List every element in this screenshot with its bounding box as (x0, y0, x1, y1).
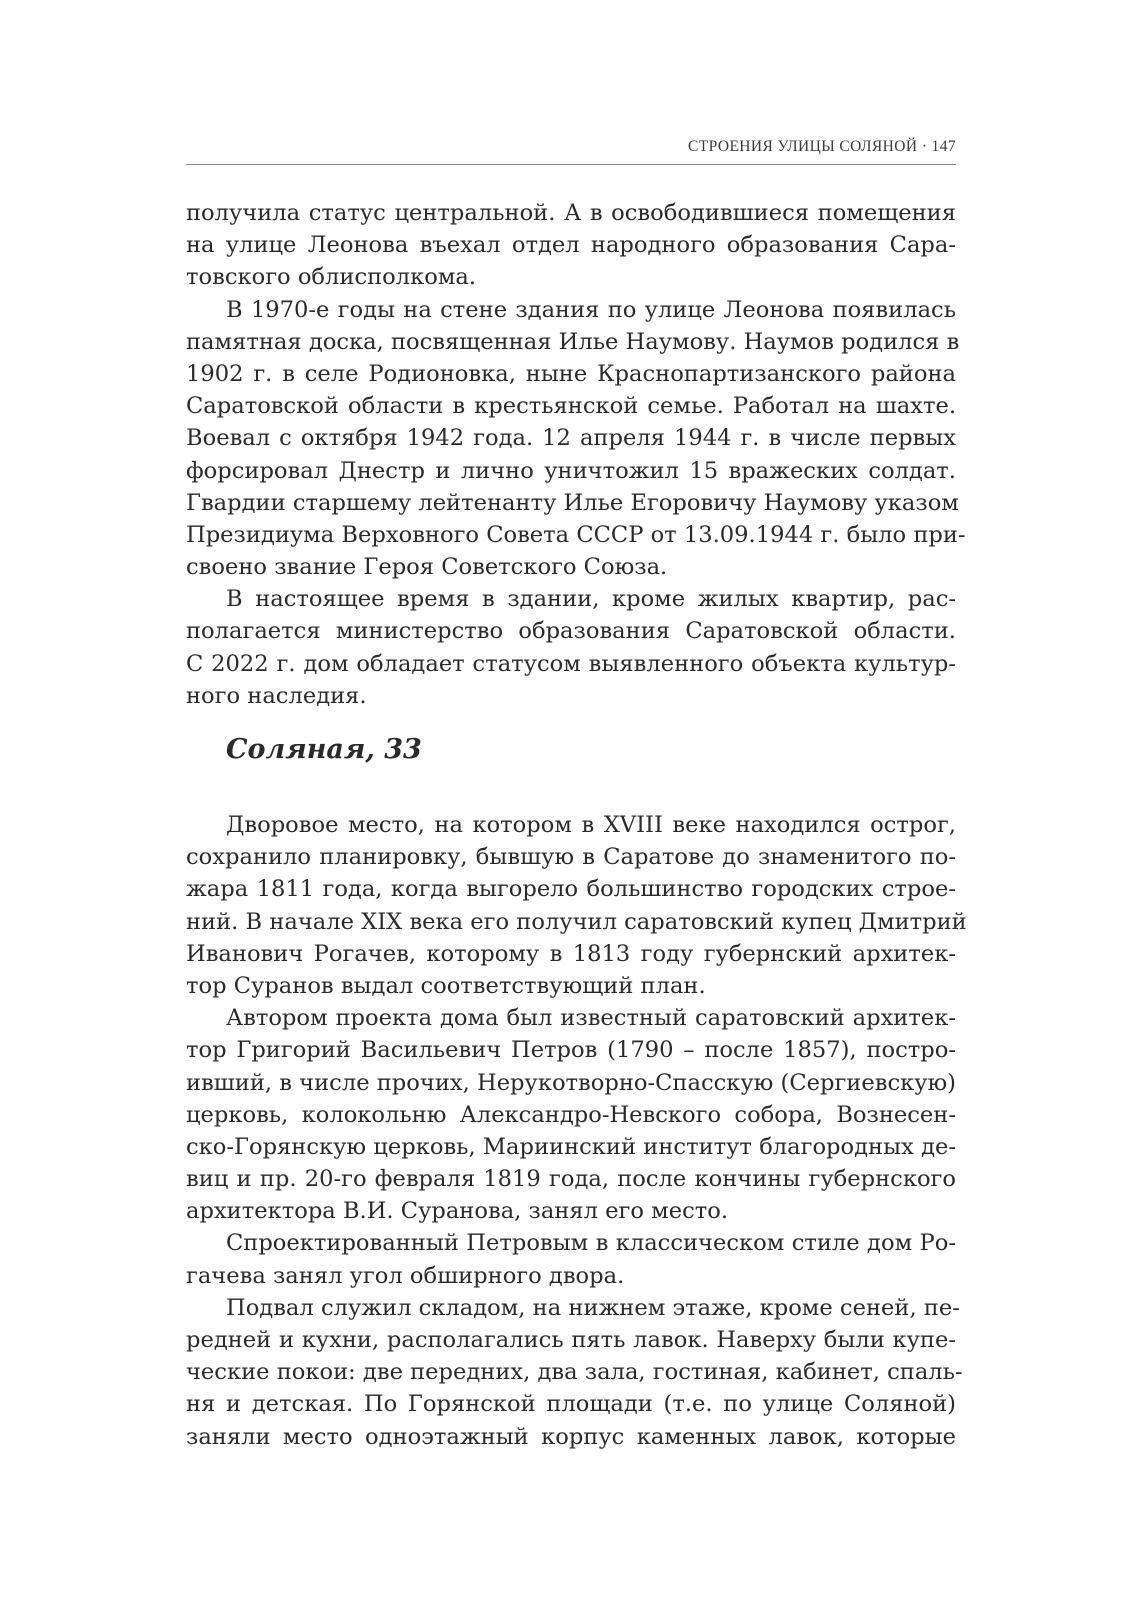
text-line: сохранило планировку, бывшую в Саратове до знаменитого по- (186, 844, 956, 871)
text-line: ско-Горянскую церковь, Мариинский институт благородных де- (186, 1133, 956, 1160)
text-block-before-heading (186, 197, 966, 712)
text-block-soljanaja-33 (186, 809, 967, 1453)
text-line: редней и кухни, располагались пять лавок. Наверху были купе- (186, 1327, 956, 1353)
text-line: Президиума Верховного Совета СССР от 13.09.1944 г. было при- (186, 521, 966, 548)
paragraph (186, 197, 956, 294)
paragraph (186, 1002, 956, 1227)
text-line: ний. В начале XIX века его получил саратовский купец Дмитрий (186, 908, 967, 935)
running-head-title: СТРОЕНИЯ УЛИЦЫ СОЛЯНОЙ (688, 138, 918, 155)
text-line: Автором проекта дома был известный саратовский архитек- (226, 1005, 956, 1032)
paragraph (186, 583, 956, 712)
text-line: тор Григорий Васильевич Петров (1790 – после 1857), постро- (186, 1037, 956, 1064)
running-head (186, 138, 956, 156)
text-line: полагается министерство образования Саратовской области. (186, 618, 956, 645)
text-line: ня и детская. По Горянской площади (т.е. по улице Соляной) (186, 1391, 956, 1418)
paragraph (186, 1292, 963, 1453)
text-line: форсировал Днестр и лично уничтожил 15 вражеских солдат. (186, 457, 956, 484)
text-line: Дворовое место, на котором в XVIII веке находился острог, (226, 812, 956, 838)
text-line: С 2022 г. дом обладает статусом выявленного объекта культур- (186, 650, 956, 677)
text-line: Гвардии старшему лейтенанту Илье Егоровичу Наумову указом (186, 489, 959, 516)
text-line: гачева занял угол обширного двора. (186, 1262, 625, 1289)
text-line: товского облисполкома. (186, 264, 477, 291)
text-line: В 1970-е годы на стене здания по улице Леонова появилась (226, 296, 956, 323)
text-line: ного наследия. (186, 682, 367, 709)
text-line: жара 1811 года, когда выгорело большинство городских строе- (186, 876, 956, 903)
text-line: своено звание Героя Советского Союза. (186, 554, 668, 581)
text-line: заняли место одноэтажный корпус каменных лавок, которые (186, 1423, 956, 1450)
text-line: ивший, в числе прочих, Нерукотворно-Спасскую (Сергиевскую) (186, 1069, 956, 1096)
text-line: получила статус центральной. А в освободившиеся помещения (186, 200, 956, 226)
text-line: Саратовской области в крестьянской семье. Работал на шахте. (186, 393, 956, 420)
header-rule (186, 164, 956, 165)
text-line: В настоящее время в здании, кроме жилых квартир, рас- (226, 586, 956, 613)
page-number: 147 (931, 138, 956, 155)
text-line: на улице Леонова въехал отдел народного образования Сара- (186, 232, 956, 259)
text-line: виц и пр. 20-го февраля 1819 года, после кончины губернского (186, 1166, 956, 1193)
text-line: памятная доска, посвященная Илье Наумову. Наумов родился в (186, 328, 960, 355)
text-line: тор Суранов выдал соответствующий план. (186, 972, 706, 999)
text-line: Спроектированный Петровым в классическом стиле дом Ро- (226, 1230, 956, 1257)
paragraph (186, 294, 966, 584)
text-line: 1902 г. в селе Родионовка, ныне Краснопартизанского района (186, 360, 956, 387)
paragraph (186, 1227, 956, 1291)
section-heading: Соляная, 33 (226, 734, 422, 765)
text-line: Воевал с октября 1942 года. 12 апреля 1944 г. в числе первых (186, 425, 956, 452)
text-line: ческие покои: две передних, два зала, гостиная, кабинет, спаль- (186, 1359, 963, 1386)
text-line: Иванович Рогачев, которому в 1813 году губернский архитек- (186, 940, 956, 967)
text-line: архитектора В.И. Суранова, занял его место. (186, 1198, 729, 1225)
paragraph (186, 809, 967, 1002)
text-line: церковь, колокольню Александро-Невского собора, Вознесен- (186, 1101, 956, 1128)
running-head-separator: · (921, 138, 928, 155)
text-line: Подвал служил складом, на нижнем этаже, кроме сеней, пе- (226, 1294, 960, 1321)
